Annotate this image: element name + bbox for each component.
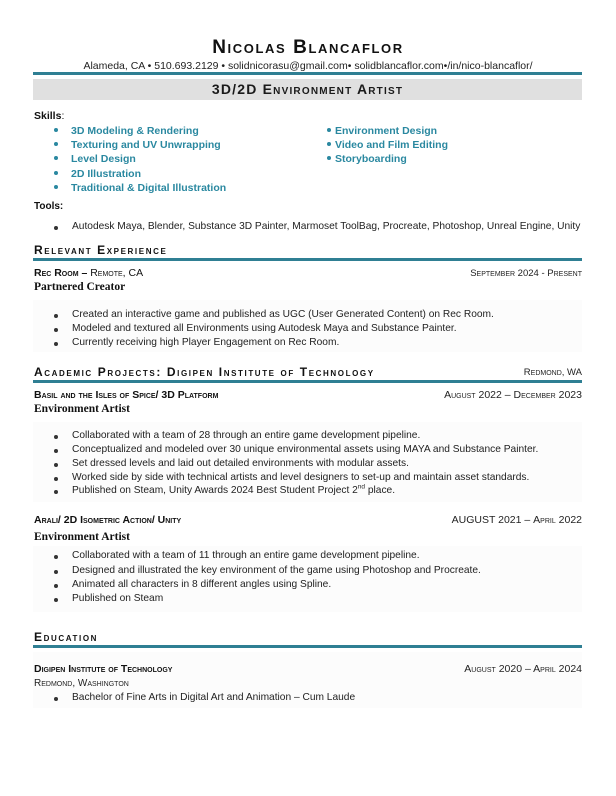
bullet-icon: [54, 226, 58, 230]
school-location: Redmond, Washington: [34, 678, 129, 689]
experience-role: Partnered Creator: [34, 281, 126, 293]
experience-dates: September 2024 - Present: [470, 268, 582, 279]
education-dates: August 2020 – April 2024: [464, 663, 582, 675]
skill-item: Texturing and UV Unwrapping: [54, 139, 221, 151]
contact-line: Alameda, CA • 510.693.2129 • solidnicorasu@gmail.com• solidblancaflor.com•/in/nico-blancaflor/: [83, 60, 533, 72]
bullet-icon: [54, 314, 58, 318]
skill-item: Traditional & Digital Illustration: [54, 182, 226, 194]
bullet-icon: [54, 156, 58, 160]
skill-item: Environment Design: [327, 125, 437, 137]
bullet-icon: [54, 477, 58, 481]
bullet-icon: [54, 185, 58, 189]
bullet-icon: [54, 463, 58, 467]
candidate-name: Nicolas Blancaflor: [212, 37, 404, 58]
resume-page: Nicolas Blancaflor Alameda, CA • 510.693.2129 • solidnicorasu@gmail.com• solidblancaflor.com•/in/nico-blancaflor/ 3D/2D Environment Artist Skills: 3D Modeling & Rendering Texturing and UV Unwrapping Level Design 2D Illustration Traditional & Digital Illustration Environment Design Video and Film Editing Storyboarding Tools: Autodesk Maya, Blender, Substance 3D Painter, Marmoset ToolBag, Procreate, Photoshop, Unreal Engine, Unity Relevant Experience Rec Room – Remote, CA September 2024 - Present Partnered Creator Created an interactive game and published as UGC (User Generated Content) on Rec Room. Modeled and textured all Environments using Autodesk Maya and Substance Painter. Currently receiving high Player Engagement on Rec Room. Academic Projects: Digipen Institute of Technology Redmond, WA Basil and the Isles of Spice/ 3D Platform August 2022 – December 2023 Environment Artist Collaborated with a team of 28 through an entire game development pipeline. Conceptualized and modeled over 30 unique environmental assets using MAYA and Substance Painter. Set dressed levels and laid out detailed environments with modular assets. Worked side by side with technical artists and level designers to set-up and maintain asset standards. Published on Steam, Unity Awards 2024 Best Student Project 2nd place. Arali/ 2D Isometric Action/ Unity AUGUST 2021 – April 2022 Environment Artist Collaborated with a team of 11 through an entire game development pipeline. Designed and illustrated the key environment of the game using Photoshop and Procreate. Animated all characters in 8 different angles using Spline. Published on Steam Education Digipen Institute of Technology August 2020 – April 2024 Redmond, Washington Bachelor of Fine Arts in Digital Art and Animation – Cum Laude: [0, 0, 616, 796]
project-dates: AUGUST 2021 – April 2022: [451, 514, 582, 526]
bullet-icon: [54, 490, 58, 494]
section-divider: [33, 258, 582, 261]
section-divider: [33, 380, 582, 383]
bullet-icon: [54, 128, 58, 132]
school-name: Digipen Institute of Technology: [34, 663, 173, 675]
bullet-icon: [54, 598, 58, 602]
bullet-icon: [54, 697, 58, 701]
section-divider: [33, 645, 582, 648]
bullet-icon: [54, 555, 58, 559]
bullet-icon: [54, 142, 58, 146]
bullet-icon: [54, 342, 58, 346]
bullet-icon: [54, 584, 58, 588]
bullet-icon: [54, 570, 58, 574]
experience-company: Rec Room – Remote, CA: [34, 267, 144, 279]
bullet-icon: [327, 156, 331, 160]
header-divider: [33, 72, 582, 75]
skill-item: 2D Illustration: [54, 168, 141, 180]
skill-item: Storyboarding: [327, 153, 407, 165]
skill-item: 3D Modeling & Rendering: [54, 125, 199, 137]
project-dates: August 2022 – December 2023: [444, 389, 582, 401]
bullet-icon: [327, 128, 331, 132]
project-title: Basil and the Isles of Spice/ 3D Platform: [34, 389, 219, 401]
bullet-icon: [327, 142, 331, 146]
academic-location: Redmond, WA: [523, 367, 582, 378]
tools-label: Tools:: [34, 201, 64, 212]
section-heading-academic: Academic Projects: Digipen Institute of Technology: [34, 365, 375, 379]
skill-item: Video and Film Editing: [327, 139, 448, 151]
project-title: Arali/ 2D Isometric Action/ Unity: [34, 514, 182, 526]
section-heading-experience: Relevant Experience: [34, 243, 168, 257]
bullet-icon: [54, 435, 58, 439]
project-role: Environment Artist: [34, 403, 130, 415]
bullet-icon: [54, 449, 58, 453]
project-role: Environment Artist: [34, 531, 130, 543]
skills-label: Skills:: [34, 110, 65, 122]
section-heading-education: Education: [34, 630, 99, 644]
bullet-icon: [54, 328, 58, 332]
headline-banner: 3D/2D Environment Artist: [33, 79, 582, 100]
skill-item: Level Design: [54, 153, 136, 165]
bullet-icon: [54, 171, 58, 175]
